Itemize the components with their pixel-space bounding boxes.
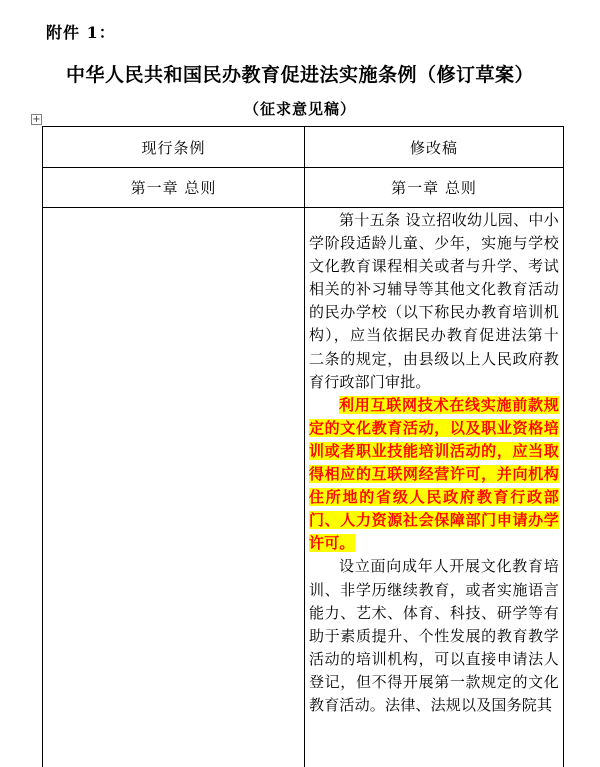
document-title: 中华人民共和国民办教育促进法实施条例（修订草案） [65, 64, 534, 86]
revised-draft-body [309, 209, 559, 717]
article-15-paragraph-3: 设立面向成年人开展文化教育培训、非学历继续教育，或者实施语言能力、艺术、体育、科技、研学等有助于素质提升、个性发展的教育教学活动的培训机构，可以直接申请法人登记，但不得开展第一款规定的文化教育活动。法律、法规以及国务院其 [309, 557, 559, 714]
row-divider-header [43, 167, 563, 168]
article-15-paragraph-2 [309, 394, 559, 556]
chapter-heading-left: 第一章 总则 [130, 179, 217, 197]
column-divider [304, 127, 305, 767]
comparison-table [42, 126, 564, 767]
attachment-label: 附件 1： [46, 23, 116, 42]
header-revised-draft: 修改稿 [409, 139, 458, 157]
article-15-paragraph-1: 第十五条 设立招收幼儿园、中小学阶段适龄儿童、少年，实施与学校文化教育课程相关或者与升学、考试相关的补习辅导等其他文化教育活动的民办学校（以下称民办教育培训机构），应当依据民办教育促进法第十二条的规定，由县级以上人民政府教育行政部门审批。 [309, 211, 559, 391]
chapter-heading-right: 第一章 总则 [391, 179, 477, 197]
table-move-handle-icon[interactable]: + [32, 114, 41, 125]
document-subtitle: （征求意见稿） [243, 100, 356, 118]
row-divider-chapter [43, 207, 563, 208]
highlighted-revision-text: 利用互联网技术在线实施前款规定的文化教育活动，以及职业资格培训或者职业技能培训活动的，应当取得相应的互联网经营许可，并向机构住所地的省级人民政府教育行政部门、人力资源社会保障部门申请办学许可。 [309, 395, 559, 553]
header-current-regulation: 现行条例 [141, 139, 206, 157]
